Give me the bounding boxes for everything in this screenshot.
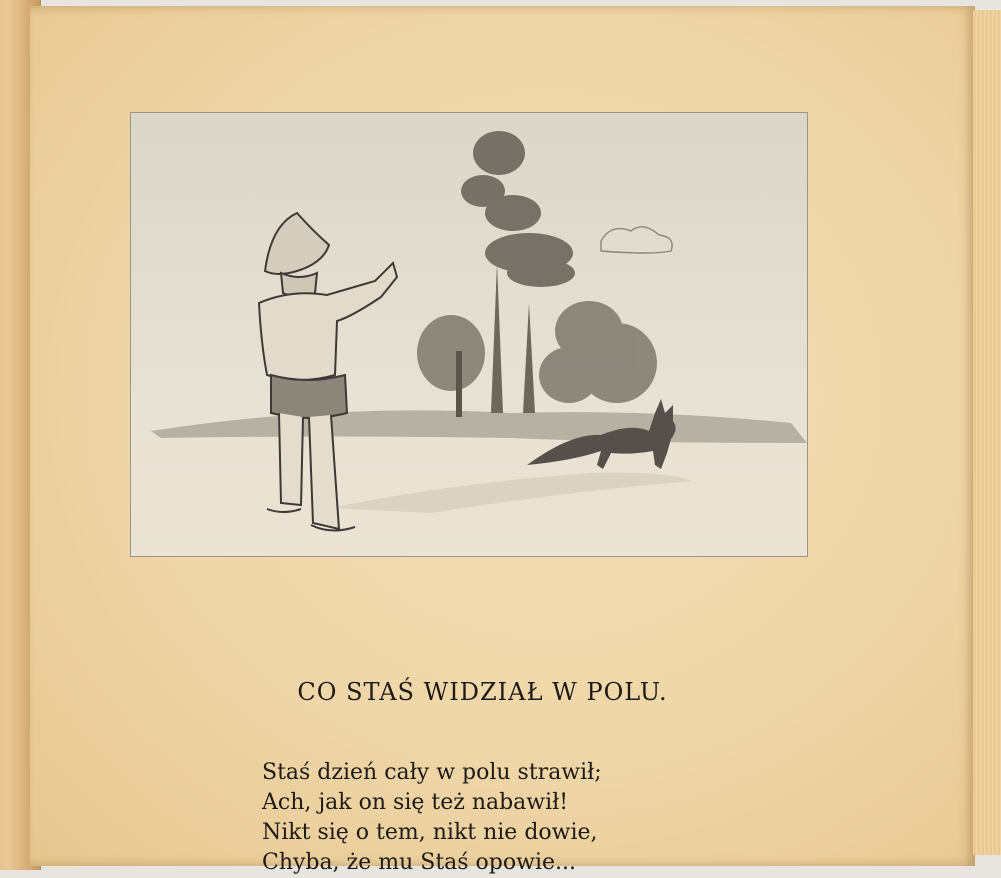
- poem-line: Ach, jak on się też nabawił!: [262, 790, 569, 815]
- pencil-illustration: [130, 112, 808, 557]
- poem-body: [262, 758, 602, 878]
- poem-line: Staś dzień cały w polu strawił;: [262, 760, 602, 785]
- book-page: [30, 6, 975, 875]
- page-stack-edge: [972, 10, 1001, 855]
- poem-line: Chyba, że mu Staś opowie...: [262, 850, 576, 875]
- poem-line: Nikt się o tem, nikt nie dowie,: [262, 820, 598, 845]
- illustration-drawing: [131, 113, 807, 556]
- poem-title: CO STAŚ WIDZIAŁ W POLU.: [297, 678, 668, 706]
